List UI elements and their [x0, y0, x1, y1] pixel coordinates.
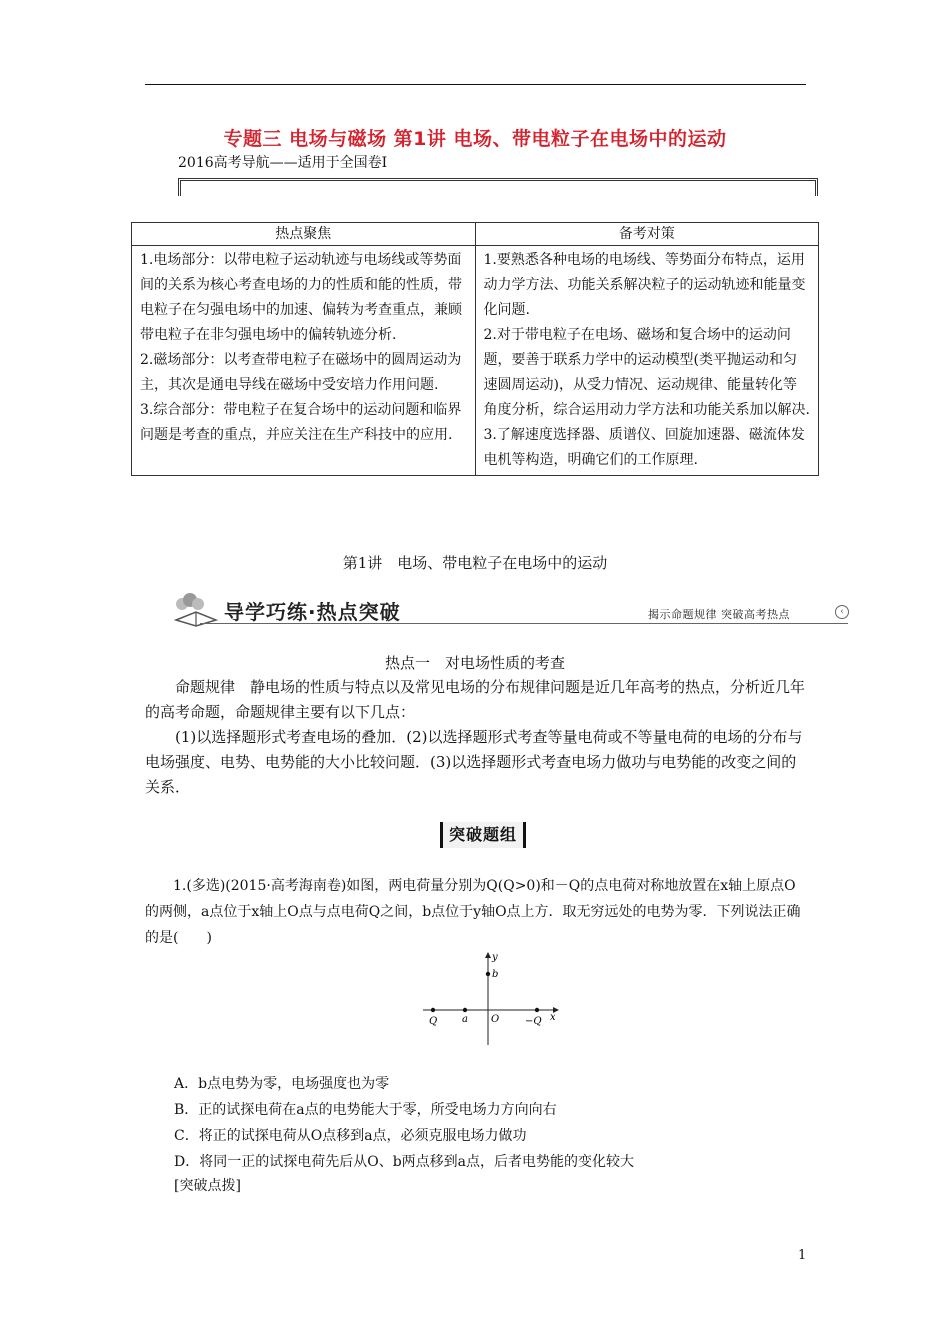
a-label: a	[462, 1014, 468, 1025]
charge-neg-q-point	[535, 1008, 539, 1012]
strategy-item: 1.要熟悉各种电场的电场线、等势面分布特点，运用动力学方法、功能关系解决粒子的运动轨迹和能量变化问题.	[483, 252, 806, 318]
table-header-row	[132, 223, 819, 246]
document-title: 专题三 电场与磁场 第1讲 电场、带电粒子在电场中的运动	[223, 128, 727, 150]
hotspot-item: 2.磁场部分：以考查带电粒子在磁场中的圆周运动为主，其次是通电导线在磁场中受安培力作用问题.	[140, 352, 462, 393]
o-label: O	[491, 1014, 500, 1025]
y-label: y	[492, 952, 498, 963]
charge-q-point	[431, 1008, 435, 1012]
option-b: B．正的试探电荷在a点的电势能大于零，所受电场力方向向右	[174, 1102, 557, 1118]
option-d: D．将同一正的试探电荷先后从O、b两点移到a点，后者电势能的变化较大	[174, 1154, 635, 1170]
page-number: 1	[798, 1248, 807, 1263]
group-label: 突破题组	[440, 822, 526, 848]
charge-axis-figure	[418, 950, 563, 1050]
q-label: Q	[429, 1016, 438, 1027]
point-b	[486, 972, 490, 976]
option-a: A．b点电势为零，电场强度也为零	[174, 1076, 390, 1092]
hotspot-item: 1.电场部分：以带电粒子运动轨迹与电场线或等势面间的关系为核心考查电场的力的性质和能的性质，带电粒子在匀强电场中的加速、偏转为考查重点，兼顾带电粒子在非匀强电场中的偏转轨迹分析.	[140, 252, 462, 343]
col-header-strategy: 备考对策	[475, 223, 819, 246]
neg-q-label: −Q	[525, 1016, 542, 1027]
rule-items-paragraph: (1)以选择题形式考查电场的叠加．(2)以选择题形式考查等量电荷或不等量电荷的电场的分布与电场强度、电势、电势能的大小比较问题．(3)以选择题形式考查电场力做功与电势能的改变之间的关系．	[145, 728, 803, 796]
strategy-item: 2.对于带电粒子在电场、磁场和复合场中的运动问题，要善于联系力学中的运动模型(类平抛运动和匀速圆周运动)，从受力情况、运动规律、能量转化等角度分析，综合运用动力学方法和功能关系加以解决.	[483, 327, 810, 418]
point-a	[463, 1008, 467, 1012]
top-rule	[145, 84, 806, 85]
hotspots-cell	[132, 246, 476, 476]
lecture-title: 第1讲 电场、带电粒子在电场中的运动	[342, 554, 608, 572]
x-label: x	[550, 1012, 556, 1023]
banner-tagline: 揭示命题规律 突破高考热点	[648, 608, 790, 621]
overview-table	[131, 222, 819, 476]
chevron-left-icon: ‹	[835, 605, 849, 619]
document-subtitle: 2016高考导航——适用于全国卷Ⅰ	[178, 155, 388, 171]
header-bracket-frame	[178, 178, 818, 196]
y-axis-arrow	[485, 952, 491, 958]
banner-title: 导学巧练·热点突破	[224, 600, 401, 624]
question-stem: 1.(多选)(2015·高考海南卷)如图，两电荷量分别为Q(Q>0)和－Q的点电荷对称地放置在x轴上原点O的两侧，a点位于x轴上O点与点电荷Q之间，b点位于y轴O点上方．取无穷远处的电势为零．下列说法正确的是( )	[145, 878, 801, 946]
hotspot-item: 3.综合部分：带电粒子在复合场中的运动问题和临界问题是考查的重点，并应关注在生产科技中的应用.	[140, 402, 462, 443]
table-body-row	[132, 246, 819, 476]
strategy-item: 3.了解速度选择器、质谱仪、回旋加速器、磁流体发电机等构造，明确它们的工作原理.	[483, 427, 805, 468]
option-c: C．将正的试探电荷从O点移到a点，必须克服电场力做功	[174, 1128, 527, 1144]
strategy-cell	[475, 246, 819, 476]
b-label: b	[492, 969, 499, 980]
hotspot-title: 热点一 对电场性质的考查	[384, 654, 565, 672]
col-header-hotspots: 热点聚焦	[132, 223, 476, 246]
rule-paragraph: 命题规律 静电场的性质与特点以及常见电场的分布规律问题是近几年高考的热点，分析近几年的高考命题，命题规律主要有以下几点：	[145, 678, 806, 721]
hint-label: [突破点拨]	[174, 1178, 241, 1194]
